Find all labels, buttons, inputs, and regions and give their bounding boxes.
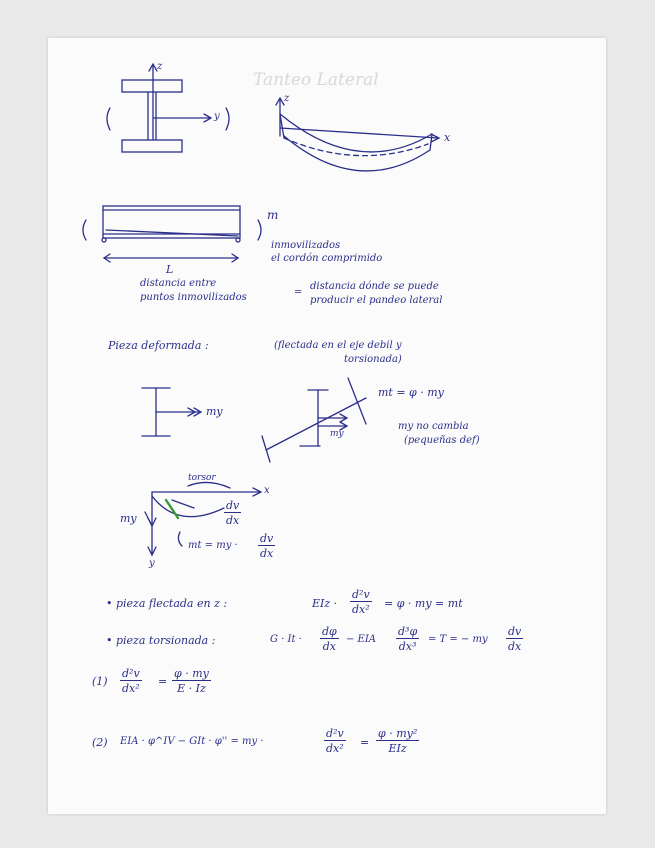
paper-sheet	[48, 38, 606, 814]
bullet1-label: • pieza flectada en z :	[106, 597, 228, 610]
slope-fraction: $\frac{dv}{dx}$	[226, 499, 240, 527]
eq2-tag: (2)	[92, 736, 108, 749]
length-label: L	[166, 263, 174, 276]
eq2-equals: =	[360, 736, 370, 749]
eq1-fraction-left: $\frac{\text{d²v}}{\text{dx²}}$	[122, 667, 140, 695]
bullet2-label: • pieza torsionada :	[106, 634, 216, 647]
bullet2-fraction3: $\frac{dv}{dx}$	[508, 625, 522, 653]
deformed-title: Pieza deformada :	[108, 339, 209, 352]
axis-z-label: z	[157, 61, 163, 72]
equals-sign: =	[294, 287, 303, 298]
bullet2-part-b: − EIA	[346, 634, 377, 645]
eq1-equals: =	[158, 675, 168, 688]
sketch-strokes	[48, 38, 606, 814]
def-left-line2: puntos inmovilizados	[140, 292, 247, 303]
mt-equation: mt = φ · my	[378, 386, 444, 399]
eq1-tag: (1)	[92, 675, 108, 688]
i-section-bottom-flange	[122, 140, 182, 152]
mt-torsion-prefix: mt = my ·	[188, 540, 238, 551]
torsor-label: torsor	[188, 473, 216, 483]
mt-torsion-fraction: $\frac{dv}{dx}$	[260, 532, 274, 560]
axis-z2-label: z	[284, 93, 290, 104]
axis-x-label: x	[444, 131, 451, 144]
i-section-top-flange	[122, 80, 182, 92]
def-left-line1: distancia entre	[140, 278, 217, 289]
ghost-title: Tanteo Lateral	[253, 70, 379, 90]
restraint-line2: el cordón comprimido	[271, 253, 383, 264]
axis-y-label: y	[214, 111, 220, 122]
bullet2-part-a: G · It ·	[270, 634, 302, 645]
no-change-line2: (pequeñas def)	[404, 435, 480, 446]
deformed-note-line2: torsionada)	[344, 354, 402, 365]
bullet2-fraction2: $\frac{\text{d³φ}}{\text{dx³}}$	[398, 625, 418, 653]
eq2-fraction-right: φ · my² EIz	[378, 727, 418, 755]
bullet1-rhs: = φ · my = mt	[384, 597, 463, 610]
def-right-line2: producir el pandeo lateral	[310, 295, 443, 306]
eq2-fraction-left: $\frac{\text{d²v}}{\text{dx²}}$	[326, 727, 344, 755]
bullet2-fraction1: $\frac{d\varphi}{dx}$	[322, 625, 337, 653]
my-label-right: my	[330, 429, 344, 439]
torsion-axis-y: y	[149, 558, 155, 569]
no-change-line1: my no cambia	[398, 421, 469, 432]
bullet1-fraction: $\frac{\text{d²v}}{\text{dx²}}$	[352, 588, 370, 616]
eq2-part-a: EIA · φ^IV − GIt · φ'' = my ·	[120, 736, 264, 747]
my-label-left: my	[206, 405, 223, 418]
bullet1-lhs: EIz ·	[312, 597, 338, 610]
bullet2-part-c: = T = − my	[428, 634, 488, 645]
def-right-line1: distancia dónde se puede	[310, 281, 439, 292]
eq1-fraction-right: $\frac{\varphi \cdot my}{E \cdot Iz}$	[174, 667, 209, 695]
deformed-note-line1: (flectada en el eje debil y	[274, 340, 402, 351]
moment-label: m	[267, 208, 279, 222]
restraint-line1: inmovilizados	[271, 240, 341, 251]
torsion-my-label: my	[120, 512, 137, 525]
torsion-axis-x: x	[264, 485, 270, 496]
